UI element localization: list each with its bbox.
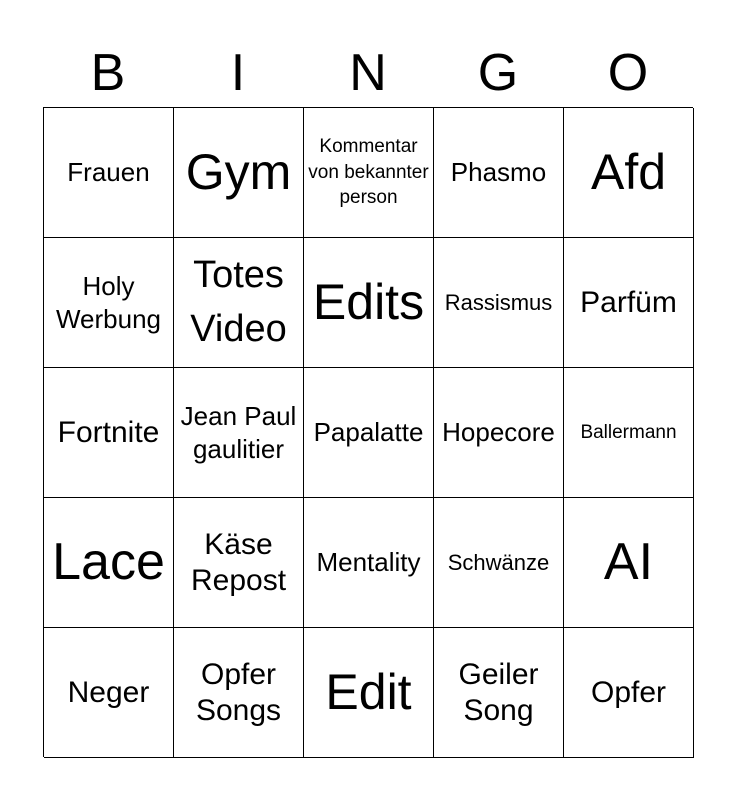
bingo-cell[interactable]: Geiler Song [434, 628, 564, 758]
bingo-cell[interactable]: Käse Repost [174, 498, 304, 628]
header-letter-b: B [90, 44, 126, 102]
bingo-cell[interactable]: Opfer [564, 628, 694, 758]
bingo-cell[interactable]: Lace [44, 498, 174, 628]
bingo-cell[interactable]: Edits [304, 238, 434, 368]
header-letter-o: O [607, 44, 649, 102]
bingo-cell[interactable]: Rassismus [434, 238, 564, 368]
bingo-cell[interactable]: Hopecore [434, 368, 564, 498]
bingo-header [43, 40, 693, 106]
header-letter-i: I [230, 44, 246, 102]
bingo-cell[interactable]: Gym [174, 108, 304, 238]
bingo-cell[interactable]: Mentality [304, 498, 434, 628]
bingo-cell[interactable]: Neger [44, 628, 174, 758]
bingo-cell[interactable]: Jean Paul gaulitier [174, 368, 304, 498]
bingo-cell[interactable]: Totes Video [174, 238, 304, 368]
header-letter-g: G [477, 44, 519, 102]
header-letter-n: N [349, 44, 387, 102]
bingo-cell[interactable]: Parfüm [564, 238, 694, 368]
bingo-cell[interactable]: Ballermann [564, 368, 694, 498]
bingo-cell[interactable]: Papalatte [304, 368, 434, 498]
bingo-cell[interactable]: Schwänze [434, 498, 564, 628]
bingo-cell[interactable]: Phasmo [434, 108, 564, 238]
bingo-cell[interactable]: Kommentar von bekannter person [304, 108, 434, 238]
bingo-cell[interactable]: Fortnite [44, 368, 174, 498]
bingo-cell[interactable]: Edit [304, 628, 434, 758]
bingo-cell[interactable]: Afd [564, 108, 694, 238]
bingo-cell[interactable]: AI [564, 498, 694, 628]
bingo-card [43, 107, 693, 757]
bingo-cell[interactable]: Opfer Songs [174, 628, 304, 758]
bingo-cell[interactable]: Holy Werbung [44, 238, 174, 368]
bingo-cell[interactable]: Frauen [44, 108, 174, 238]
